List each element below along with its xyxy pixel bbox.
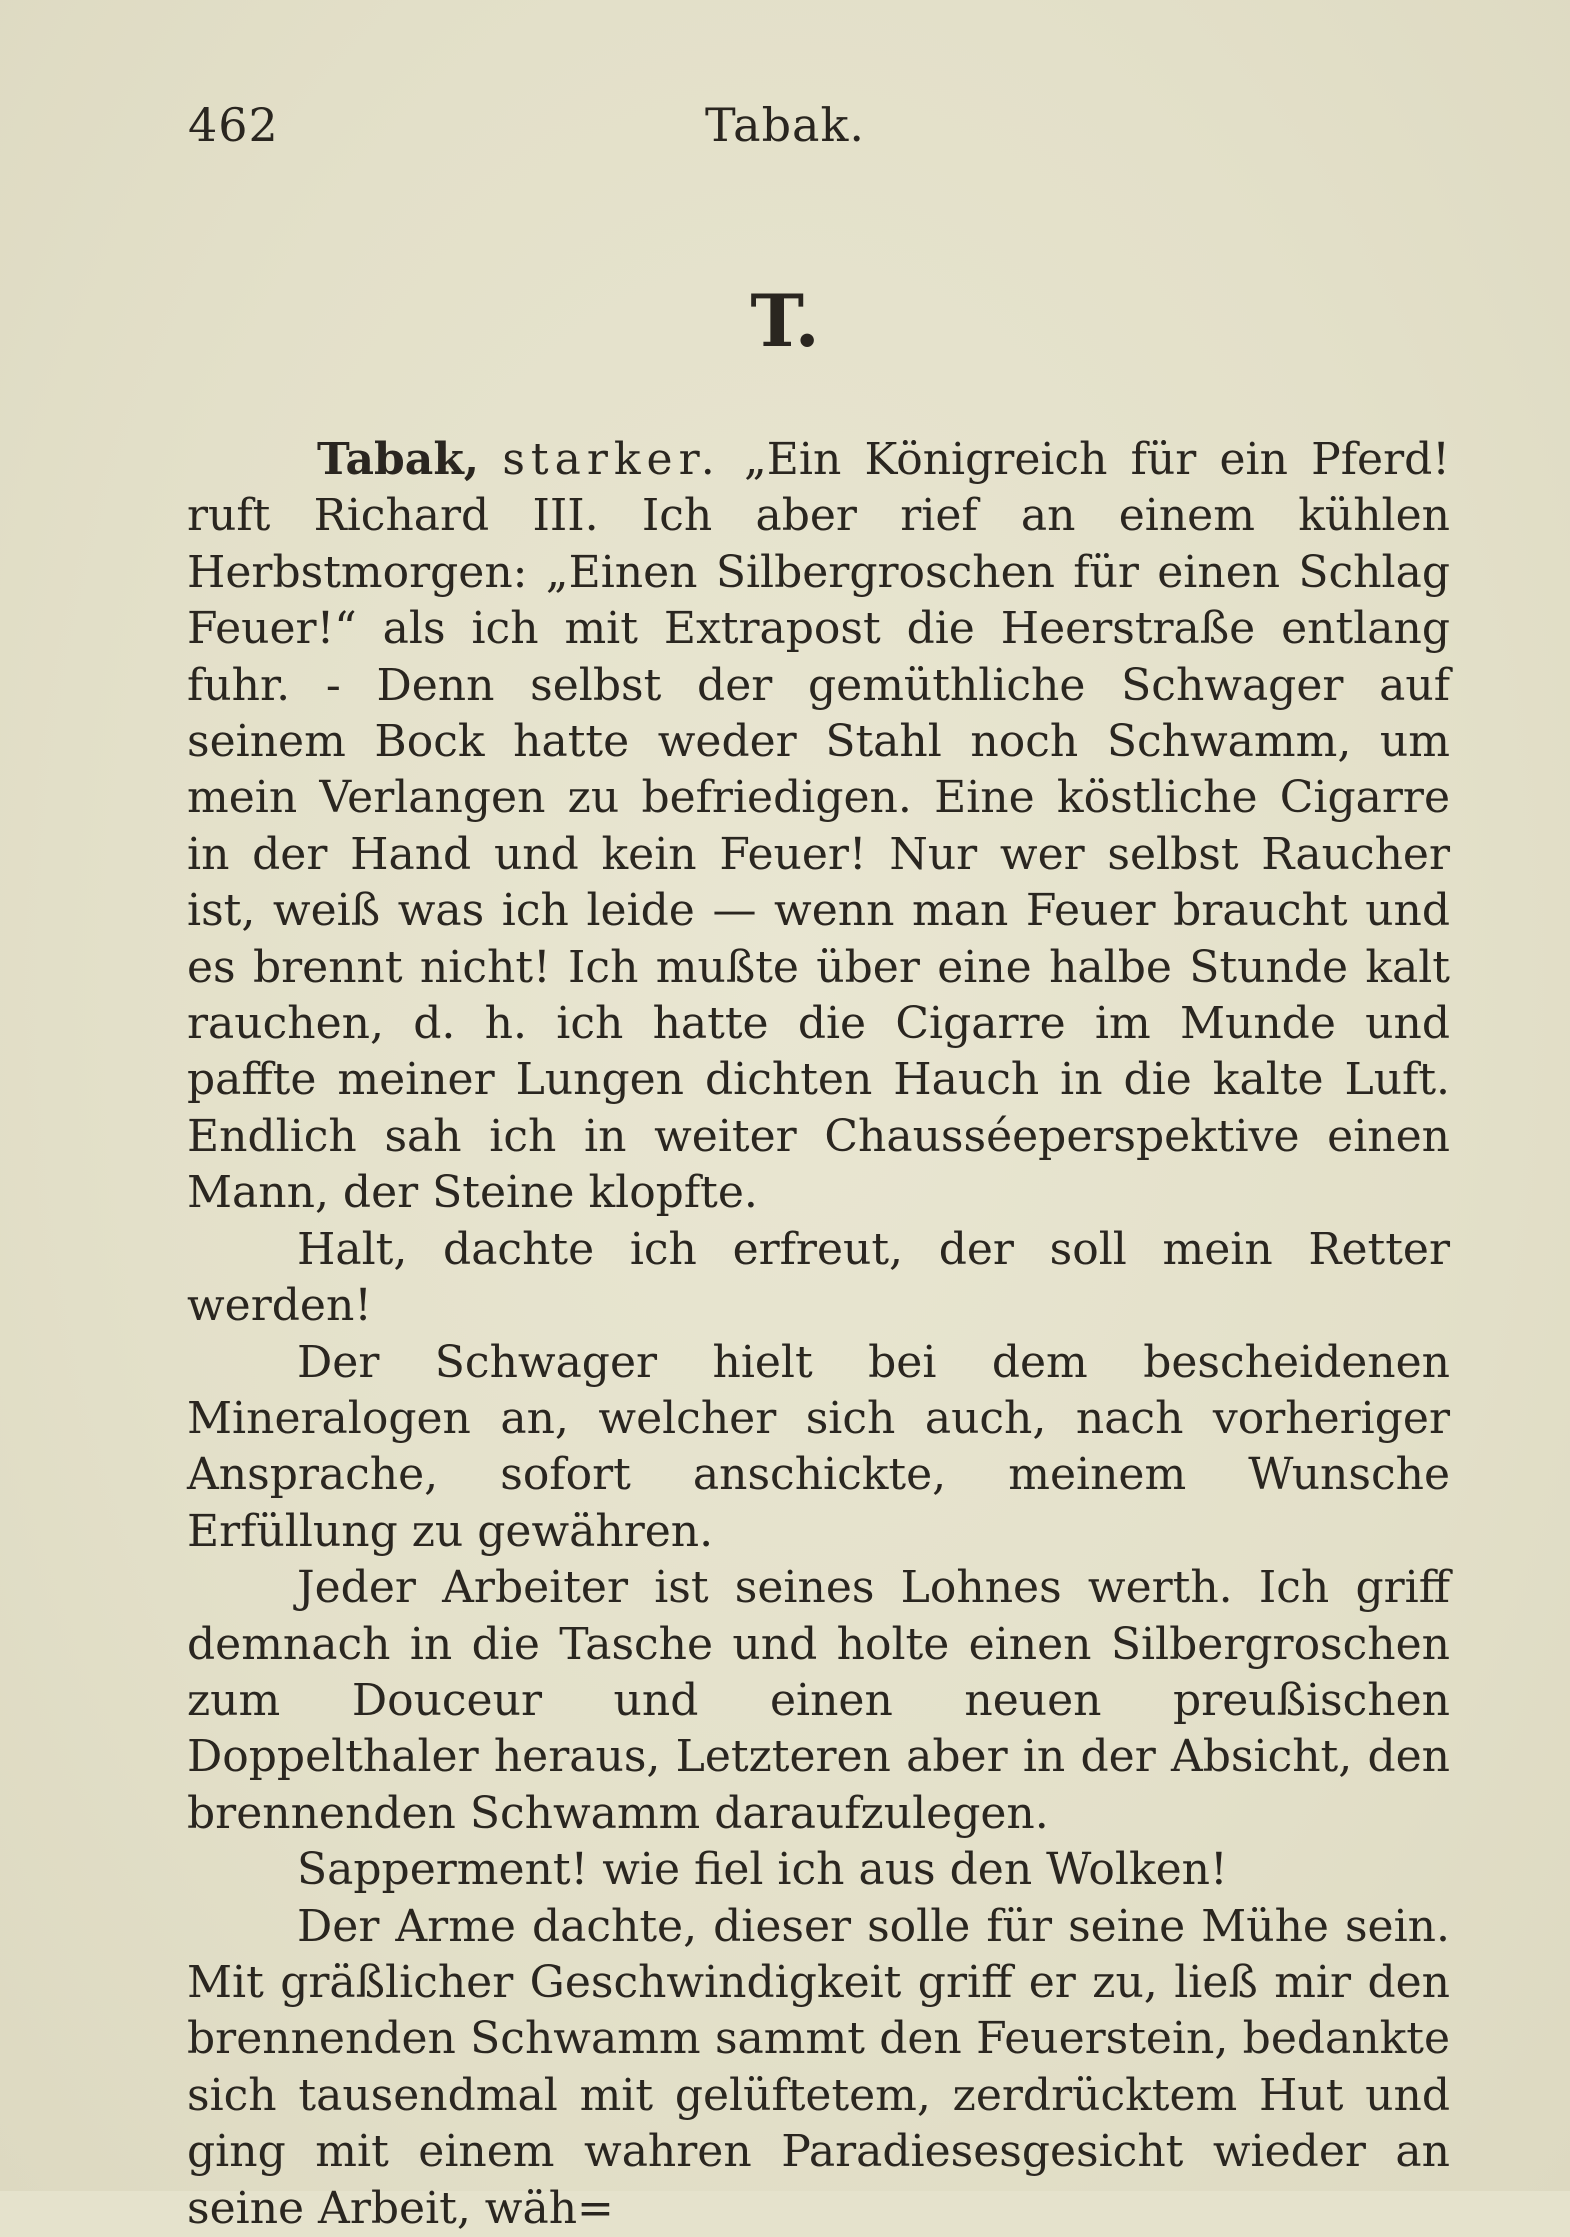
page-number: 462 xyxy=(188,98,279,152)
paragraph-3: Der Schwager hielt bei dem bescheidenen Mineralogen an, welcher sich auch, nach vorheriger Ansprache, sofort anschickte, meinem Wunsche Erfüllung zu gewähren. xyxy=(187,1336,1450,1557)
paragraph-4: Jeder Arbeiter ist seines Lohnes werth. Ich griff demnach in die Tasche und holte einen Silbergroschen zum Douceur und einen neuen preußischen Doppelthaler heraus, Letzteren aber in der Absicht, den brennenden Schwamm daraufzulegen. xyxy=(187,1562,1450,1839)
paragraph-1 xyxy=(187,432,1450,1222)
paragraph-2: Halt, dachte ich erfreut, der soll mein Retter werden! xyxy=(187,1223,1450,1332)
section-letter: T. xyxy=(750,278,820,363)
running-title: Tabak. xyxy=(705,98,865,152)
entry-lemma: Tabak, xyxy=(317,434,480,485)
entry-subtitle: starker. xyxy=(502,434,721,485)
paragraph-6: Der Arme dachte, dieser solle für seine Mühe sein. Mit gräßlicher Geschwindigkeit griff er zu, ließ mir den brennenden Schwamm sammt den Feuerstein, bedankte sich tausendmal mit gelüftetem, zerdrücktem Hut und ging mit einem wahren Paradiesesgesicht wieder an seine Arbeit, wäh= xyxy=(187,1900,1450,2234)
entry-body xyxy=(187,432,1450,2237)
paragraph-text: „Ein Königreich für ein Pferd! ruft Richard III. Ich aber rief an einem kühlen Herbstmorgen: „Einen Silbergroschen für einen Schlag Feuer!“ als ich mit Extrapost die Heerstraße entlang fuhr. - Denn selbst der gemüthliche Schwager auf seinem Bock hatte weder Stahl noch Schwamm, um mein Verlangen zu befriedigen. Eine köstliche Cigarre in der Hand und kein Feuer! Nur wer selbst Raucher ist, weiß was ich leide — wenn man Feuer braucht und es brennt nicht! Ich mußte über eine halbe Stunde kalt rauchen, d. h. ich hatte die Cigarre im Munde und paffte meiner Lungen dichten Hauch in die kalte Luft. Endlich sah ich in weiter Chausséeperspektive einen Mann, der Steine klopfte. xyxy=(187,434,1450,1219)
paragraph-5: Sapperment! wie fiel ich aus den Wolken! xyxy=(297,1844,1228,1896)
